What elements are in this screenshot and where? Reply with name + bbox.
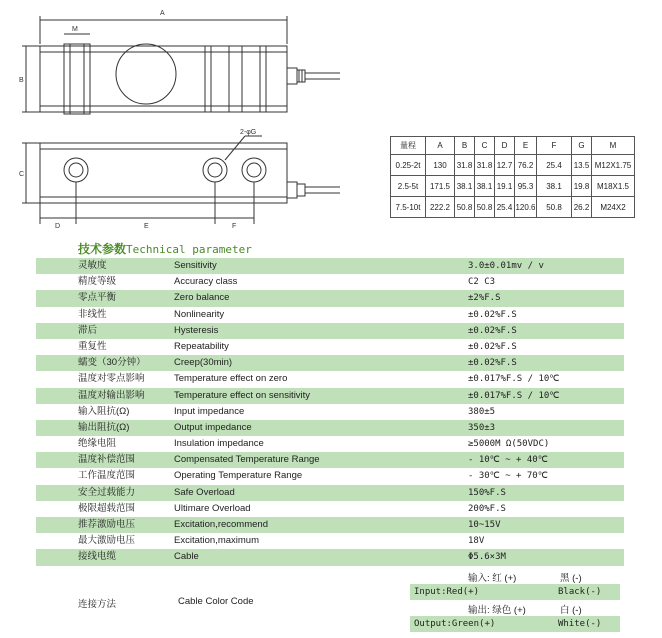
param-en: Input impedance [174,405,245,417]
table-cell: 19.1 [495,176,515,197]
cable-input-en: Input:Red(+) [414,587,480,597]
param-value: ±0.02%F.S [468,309,517,320]
header-f: F [537,137,572,155]
param-en: Excitation,maximum [174,535,259,547]
cable-en-label: Cable Color Code [178,596,254,607]
header-g: G [572,137,592,155]
table-cell: 50.8 [537,197,572,218]
dim-c-label: C [19,171,25,178]
param-value: 150%F.S [468,487,506,498]
param-en: Accuracy class [174,276,238,288]
param-cn: 滞后 [78,324,98,336]
header-range: 量程 [391,137,426,155]
param-value: - 30℃ ~ + 70℃ [468,471,548,482]
table-row [391,197,635,218]
center-mount-hole [203,158,227,182]
param-row [36,436,624,452]
dim-b-label: B [19,77,24,84]
param-en: Sensitivity [174,260,217,271]
param-cn: 温度对输出影响 [78,389,145,401]
param-cn: 温度对零点影响 [78,373,145,385]
section-title-en: Technical parameter [126,243,252,256]
param-value: 200%F.S [468,503,506,514]
side-view-body [40,143,287,203]
param-cn: 精度等级 [78,276,117,288]
param-en: Repeatability [174,340,229,352]
param-row [36,323,624,339]
param-en: Temperature effect on sensitivity [174,389,311,401]
table-cell: 120.6 [515,197,537,218]
param-cn: 安全过载能力 [78,486,136,498]
param-en: Safe Overload [174,486,235,498]
param-cn: 绝缘电阻 [78,438,117,450]
param-cn: 最大激励电压 [78,535,136,547]
param-value: ±0.02%F.S [468,358,517,369]
section-title-cn: 技术参数 [78,242,127,256]
table-cell: 31.8 [455,155,475,176]
param-en: Creep(30min) [174,357,233,369]
table-row [391,176,635,197]
param-value: ≥5000M Ω(50VDC) [468,439,550,450]
table-cell: 12.7 [495,155,515,176]
param-row [36,371,624,387]
param-cn: 温度补偿范围 [78,454,136,466]
table-cell: 31.8 [475,155,495,176]
param-cn: 零点平衡 [78,292,117,304]
table-cell: 76.2 [515,155,537,176]
param-row [36,485,624,501]
param-value: 18V [468,536,485,547]
table-cell: 13.5 [572,155,592,176]
param-row [36,290,624,306]
cable-cn-label: 连接方法 [78,599,117,610]
dim-d-label: D [55,223,61,230]
dim-e-label: E [144,223,149,230]
param-row [36,258,624,274]
table-cell: 50.8 [475,197,495,218]
table-cell: M18X1.5 [592,176,635,197]
cable-black-en: Black(-) [558,587,602,597]
cable-output-cn: 输出: 绿色 (+) [468,605,526,616]
param-row [36,533,624,549]
dimension-table-header [391,137,635,155]
param-en: Temperature effect on zero [174,373,288,385]
param-row [36,274,624,290]
param-en: Cable [174,551,199,563]
dim-a-label: A [160,10,165,17]
param-en: Operating Temperature Range [174,470,303,482]
param-row [36,404,624,420]
param-row [36,517,624,533]
param-value: C2 C3 [468,277,496,288]
table-cell: 7.5-10t [391,197,426,218]
table-cell: 171.5 [426,176,455,197]
table-cell: 19.8 [572,176,592,197]
param-row [36,388,624,404]
param-en: Excitation,recommend [174,519,268,530]
table-cell: 95.3 [515,176,537,197]
table-row [391,155,635,176]
table-cell: 2.5-5t [391,176,426,197]
dimension-table [390,136,635,218]
param-cn: 极限超载范围 [78,502,136,514]
parameter-list [36,258,624,566]
hole-note-label: 2-φG [240,129,257,136]
table-cell: 38.1 [537,176,572,197]
param-value: 3.0±0.01mv / v [468,261,544,271]
header-e: E [515,137,537,155]
table-cell: 26.2 [572,197,592,218]
param-row [36,549,624,565]
param-value: Φ5.6×3M [468,552,506,563]
param-en: Compensated Temperature Range [174,454,320,466]
param-value: ±0.02%F.S [468,325,517,336]
top-view-body [40,46,287,112]
param-value: ±0.017%F.S / 10℃ [468,390,560,401]
table-cell: 222.2 [426,197,455,218]
param-cn: 非线性 [78,308,107,320]
param-value: - 10℃ ~ + 40℃ [468,455,548,466]
param-cn: 接线电缆 [78,551,117,563]
param-row [36,468,624,484]
header-b: B [455,137,475,155]
table-cell: 38.1 [455,176,475,197]
header-m: M [592,137,635,155]
param-row [36,355,624,371]
table-cell: 0.25-2t [391,155,426,176]
table-cell: 50.8 [455,197,475,218]
table-cell: M12X1.75 [592,155,635,176]
cable-input-cn: 输入: 红 (+) [468,573,517,584]
cable-white-cn: 白 (-) [560,605,582,616]
param-row [36,452,624,468]
param-row [36,307,624,323]
param-cn: 推荐激励电压 [78,519,136,530]
param-cn: 输出阻抗(Ω) [78,421,130,433]
cable-black-cn: 黑 (-) [560,573,582,584]
param-value: 10~15V [468,520,501,530]
param-value: ±0.02%F.S [468,341,517,352]
param-en: Nonlinearity [174,308,225,320]
table-cell: 130 [426,155,455,176]
top-view-bore [116,44,176,104]
param-en: Hysteresis [174,324,219,336]
param-en: Insulation impedance [174,438,264,450]
table-cell: 25.4 [495,197,515,218]
param-row [36,339,624,355]
section-title [78,240,252,257]
param-cn: 重复性 [78,340,107,352]
param-value: ±0.017%F.S / 10℃ [468,374,560,385]
table-cell: 38.1 [475,176,495,197]
param-en: Output impedance [174,421,252,433]
cable-output-en: Output:Green(+) [414,619,496,629]
param-value: 350±3 [468,422,496,433]
param-row [36,420,624,436]
param-cn: 工作温度范围 [78,470,136,482]
table-cell: M24X2 [592,197,635,218]
param-en: Zero balance [174,292,230,304]
right-mount-hole [242,158,266,182]
header-d: D [495,137,515,155]
left-mount-hole [64,158,88,182]
param-cn: 蠕变（30分钟） [78,357,146,369]
param-en: Ultimare Overload [174,502,251,514]
cable-color-code [0,566,662,638]
param-cn: 输入阻抗(Ω) [78,405,130,417]
header-a: A [426,137,455,155]
param-row [36,501,624,517]
param-value: 380±5 [468,406,496,417]
header-c: C [475,137,495,155]
table-cell: 25.4 [537,155,572,176]
dim-f-label: F [232,223,237,230]
param-cn: 灵敏度 [78,260,107,271]
param-value: ±2%F.S [468,293,501,304]
cable-white-en: White(-) [558,619,602,629]
dim-m-label: M [72,26,78,33]
